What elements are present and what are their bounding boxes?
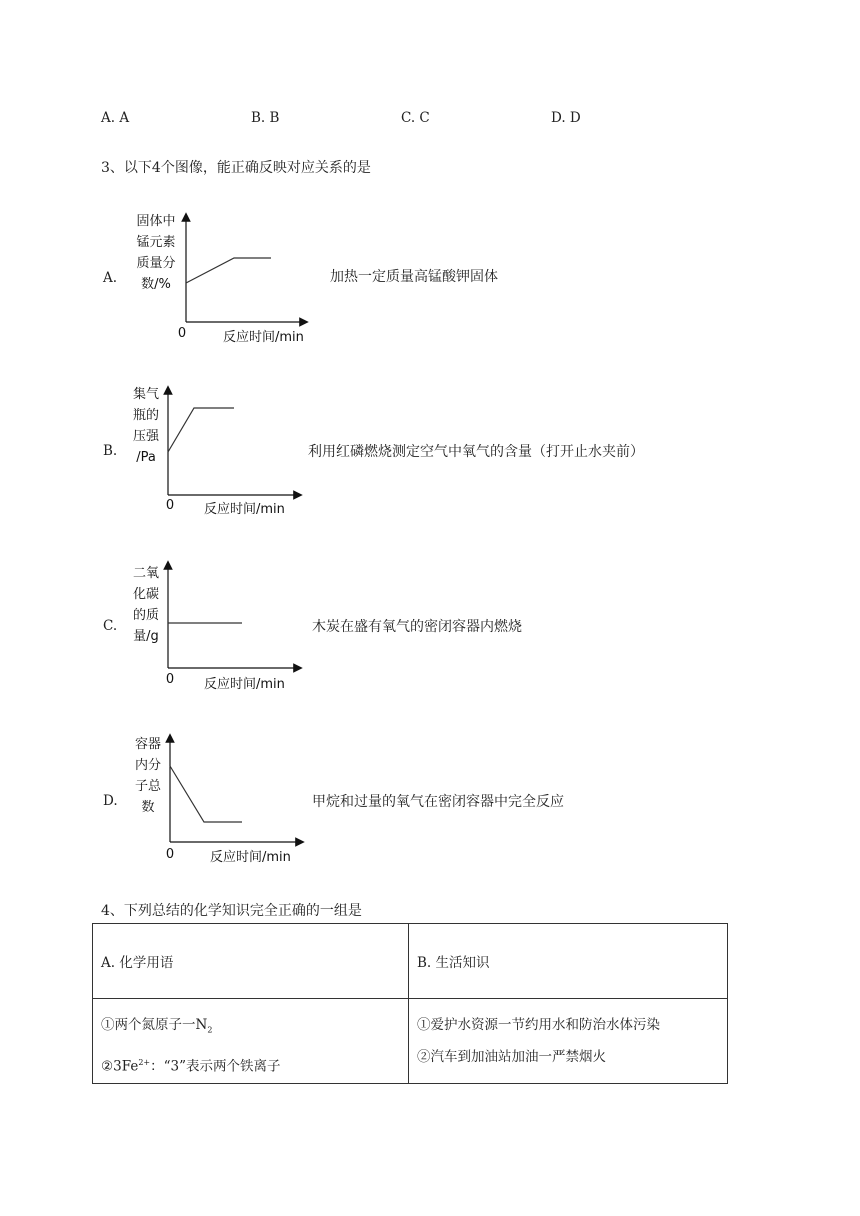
q3-d-ylabel-1: 容器 (134, 737, 162, 752)
q3-a-xlabel: 反应时间/min (223, 330, 304, 345)
q3-c-ylabel-3: 的质 (132, 608, 160, 623)
table-row (93, 999, 728, 1084)
q3-b-ylabel-2: 瓶的 (132, 408, 160, 423)
a-line-1 (101, 1015, 408, 1041)
q3-d-ylabel-4: 数 (141, 800, 155, 815)
a-line-2-superscript: 2+ (138, 1057, 151, 1067)
table-cell-b (409, 999, 728, 1084)
a-line-2 (101, 1053, 408, 1077)
b-line-2: ②汽车到加油站加油一严禁烟火 (417, 1049, 606, 1065)
q3-option-d-desc: 甲烷和过量的氧气在密闭容器中完全反应 (312, 794, 564, 810)
q3-b-ylabel-4: /Pa (136, 450, 156, 465)
q3-b-xlabel: 反应时间/min (204, 502, 285, 517)
knowledge-table (92, 923, 728, 1084)
option-d: D. D (551, 110, 581, 126)
q3-graph-d (126, 730, 326, 870)
q3-c-ylabel-1: 二氧 (132, 566, 160, 581)
q3-option-b-desc: 利用红磷燃烧测定空气中氧气的含量（打开止水夹前） (308, 444, 644, 460)
q3-d-xlabel: 反应时间/min (210, 850, 291, 865)
q3-c-origin: 0 (165, 672, 175, 687)
table-header-row (93, 924, 728, 999)
q3-d-origin: 0 (165, 847, 175, 862)
q3-option-c-label: C. (103, 618, 118, 634)
question-3-title: 3、以下4个图像，能正确反映对应关系的是 (101, 160, 371, 176)
q3-option-c-desc: 木炭在盛有氧气的密闭容器内燃烧 (312, 619, 522, 635)
q3-a-ylabel-2: 锰元素 (136, 235, 176, 250)
option-a: A. A (101, 110, 130, 126)
a-line-1-text: ①两个氮原子一N (101, 1017, 208, 1033)
q3-d-ylabel-3: 子总 (134, 779, 162, 794)
q3-a-ylabel-4: 数/% (141, 277, 171, 292)
q3-c-ylabel-2: 化碳 (132, 587, 160, 602)
q3-option-d-label: D. (103, 793, 118, 809)
q3-a-curve (186, 258, 271, 283)
a-line-2-prefix: ②3Fe (101, 1058, 139, 1075)
q3-d-curve (170, 766, 242, 822)
a-line-1-subscript: 2 (207, 1025, 213, 1035)
q3-a-ylabel-3: 质量分 (136, 256, 176, 271)
q3-c-xlabel: 反应时间/min (204, 677, 285, 692)
q3-graph-c (126, 557, 326, 697)
q3-b-curve (168, 408, 234, 452)
q3-b-ylabel-1: 集气 (132, 387, 160, 402)
q3-c-ylabel-4: 量/g (133, 629, 159, 644)
q3-b-origin: 0 (165, 498, 175, 513)
q3-option-a-desc: 加热一定质量高锰酸钾固体 (330, 269, 498, 285)
option-b: B. B (251, 110, 280, 126)
q3-option-b-label: B. (103, 443, 118, 459)
question-4-title: 4、下列总结的化学知识完全正确的一组是 (101, 903, 362, 919)
option-c: C. C (401, 110, 430, 126)
table-header-a: A. 化学用语 (93, 924, 409, 999)
table-header-b: B. 生活知识 (409, 924, 728, 999)
q3-graph-b (126, 380, 326, 520)
q3-a-ylabel-1: 固体中 (136, 214, 176, 229)
q3-option-a-label: A. (103, 270, 118, 286)
q3-a-origin: 0 (177, 326, 187, 341)
q3-b-ylabel-3: 压强 (132, 429, 160, 444)
q3-d-ylabel-2: 内分 (134, 758, 162, 773)
b-line-1: ①爱护水资源一节约用水和防治水体污染 (417, 1017, 660, 1033)
q3-graph-a (126, 205, 326, 350)
a-line-2-suffix: ：“3”表示两个铁离子 (150, 1058, 281, 1075)
table-cell-a (93, 999, 409, 1084)
